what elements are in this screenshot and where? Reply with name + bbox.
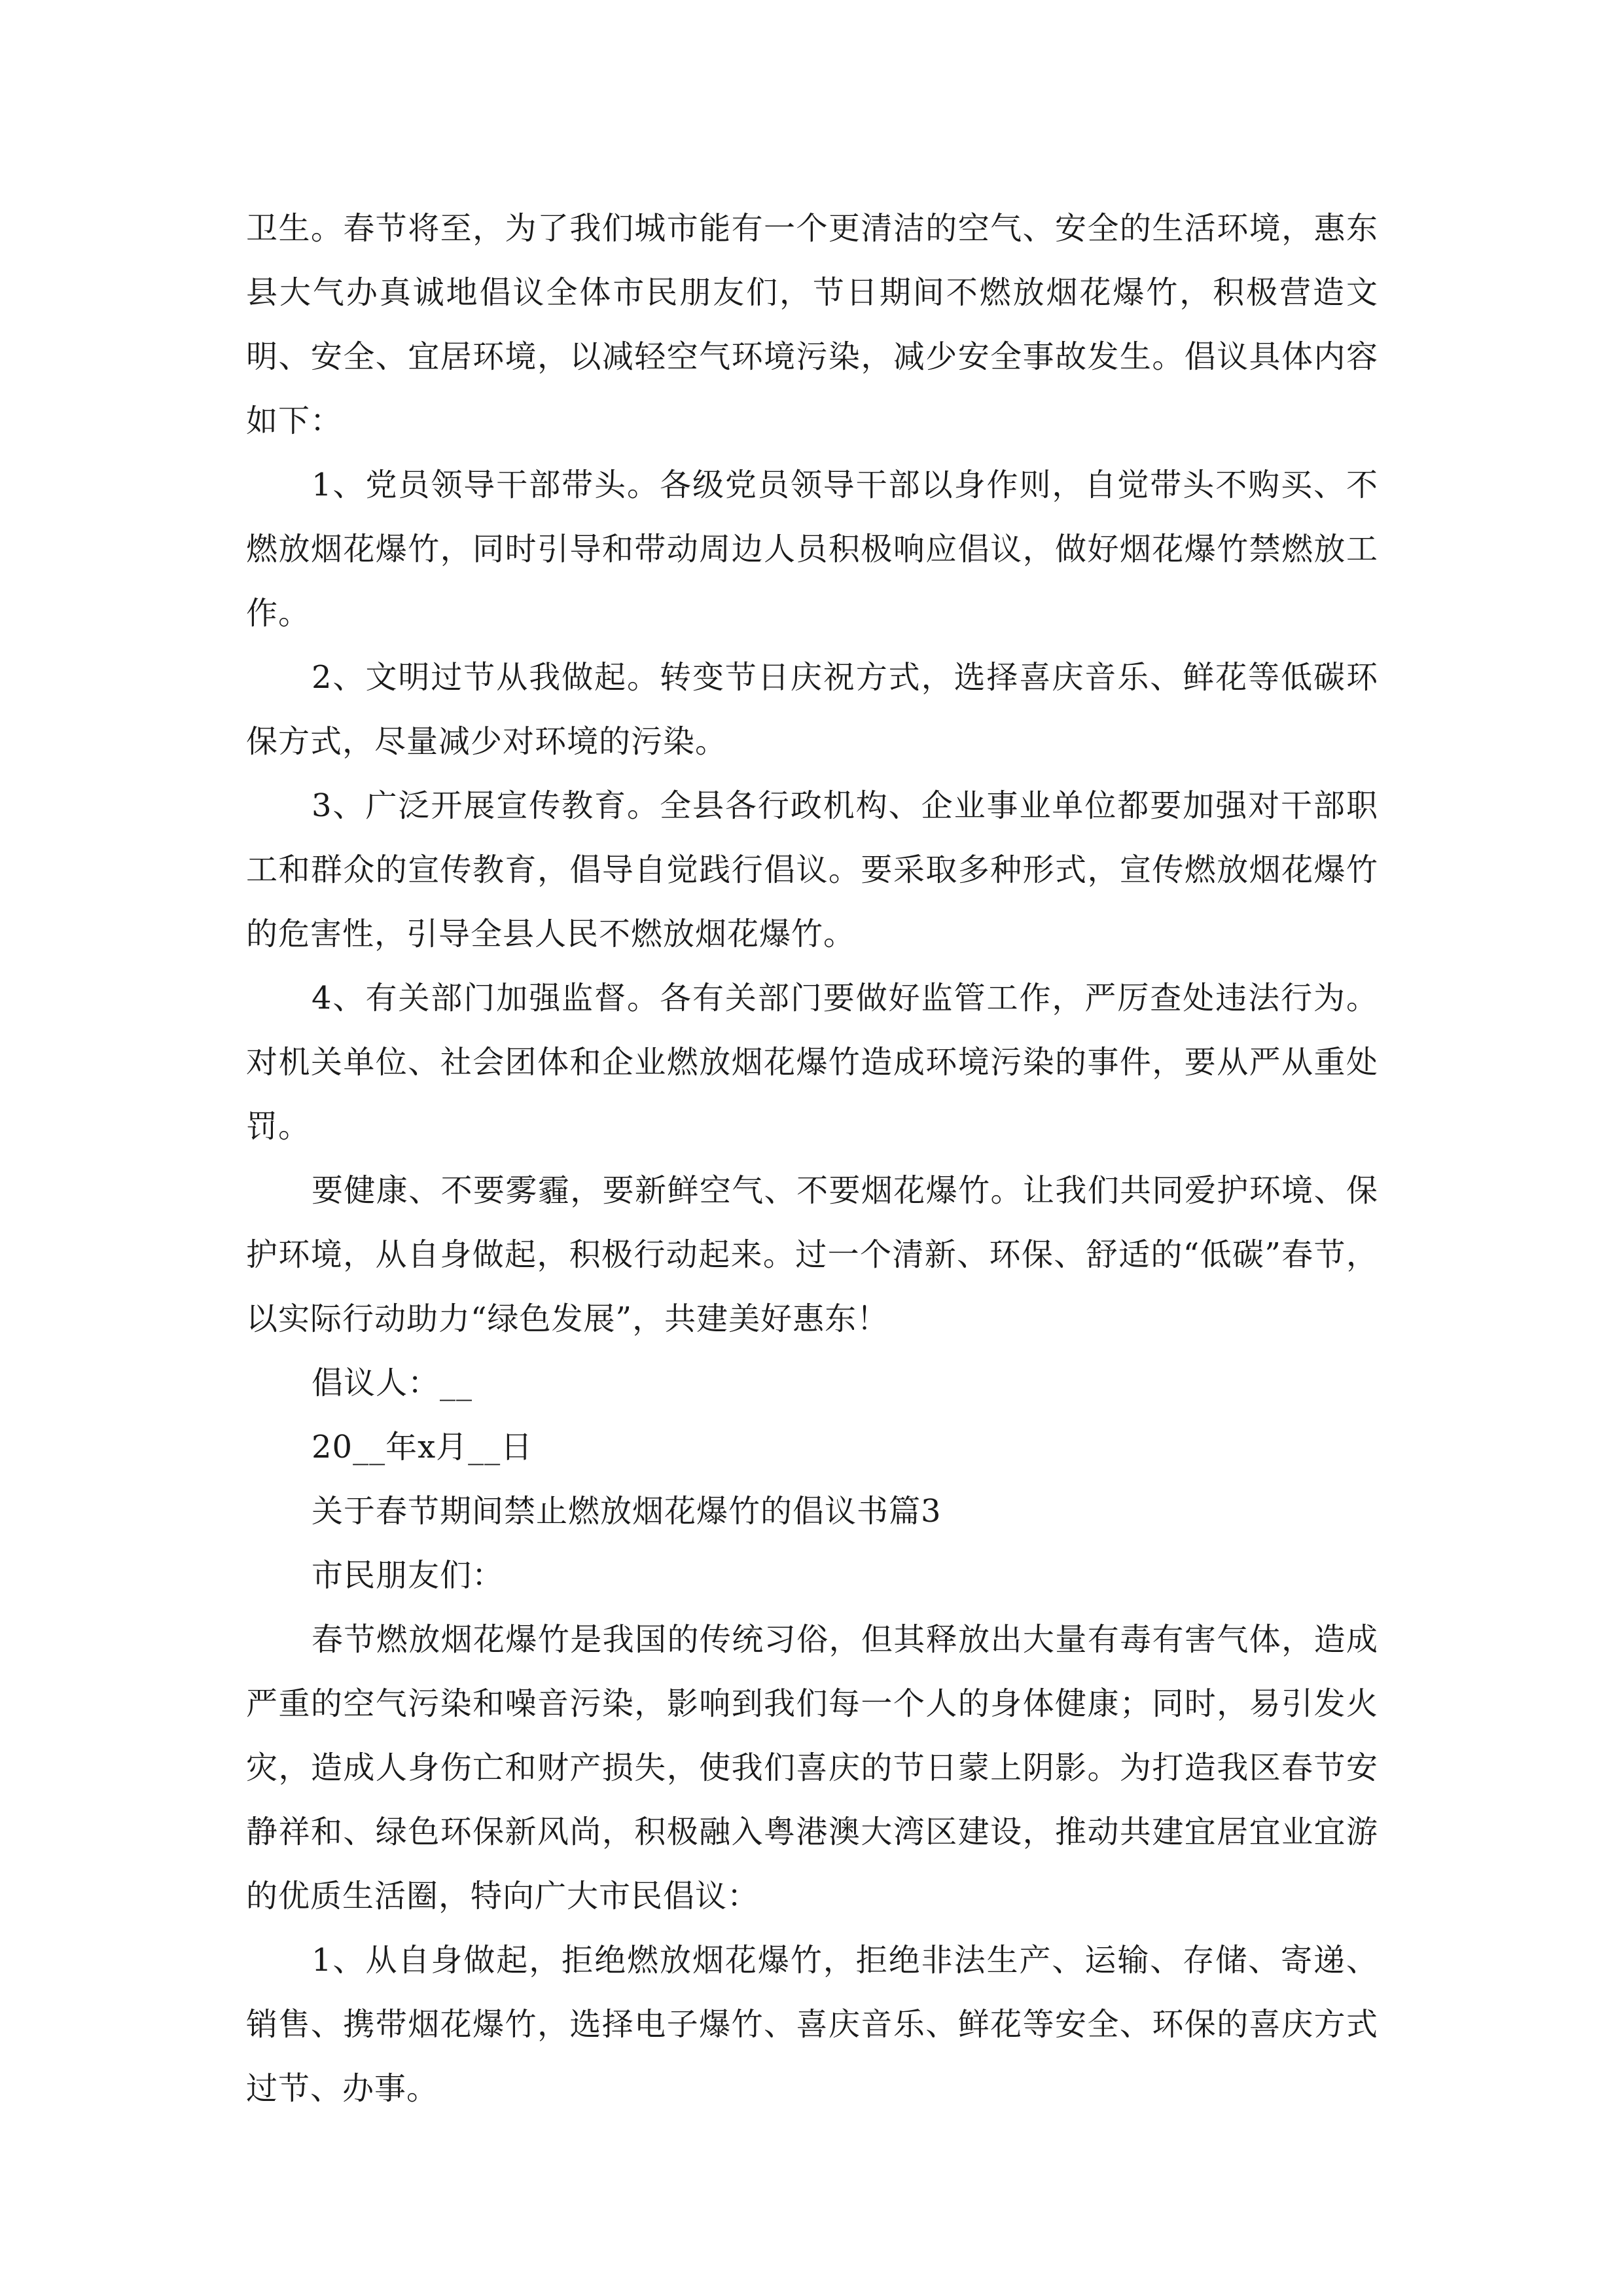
paragraph-item-4: 4、有关部门加强监督。各有关部门要做好监管工作，严厉查处违法行为。对机关单位、社会团体和企业燃放烟花爆竹造成环境污染的事件，要从严从重处罚。 [246,980,1378,1145]
salutation: 市民朋友们： [312,1557,505,1594]
paragraph-item-2: 2、文明过节从我做起。转变节日庆祝方式，选择喜庆音乐、鲜花等低碳环保方式，尽量减少对环境的污染。 [246,659,1378,760]
document-body [246,196,1378,2121]
paragraph-item-3: 3、广泛开展宣传教育。全县各行政机构、企业事业单位都要加强对干部职工和群众的宣传教育，倡导自觉践行倡议。要采取多种形式，宣传燃放烟花爆竹的危害性，引导全县人民不燃放烟花爆竹。 [246,787,1378,952]
date-line: 20__年x月__日 [312,1429,533,1465]
section-title: 关于春节期间禁止燃放烟花爆竹的倡议书篇3 [312,1493,942,1530]
paragraph-item-1-section3: 1、从自身做起，拒绝燃放烟花爆竹，拒绝非法生产、运输、存储、寄递、销售、携带烟花爆竹，选择电子爆竹、喜庆音乐、鲜花等安全、环保的喜庆方式过节、办事。 [246,1942,1378,2107]
paragraph-closing: 要健康、不要雾霾，要新鲜空气、不要烟花爆竹。让我们共同爱护环境、保护环境，从自身做起，积极行动起来。过一个清新、环保、舒适的“低碳”春节，以实际行动助力“绿色发展”，共建美好惠东！ [246,1172,1378,1337]
signature-line: 倡议人：__ [312,1365,473,1401]
paragraph-continuation: 卫生。春节将至，为了我们城市能有一个更清洁的空气、安全的生活环境，惠东县大气办真诚地倡议全体市民朋友们，节日期间不燃放烟花爆竹，积极营造文明、安全、宜居环境，以减轻空气环境污染，减少安全事故发生。倡议具体内容如下： [246,210,1378,439]
paragraph-intro: 春节燃放烟花爆竹是我国的传统习俗，但其释放出大量有毒有害气体，造成严重的空气污染和噪音污染，影响到我们每一个人的身体健康；同时，易引发火灾，造成人身伤亡和财产损失，使我们喜庆的节日蒙上阴影。为打造我区春节安静祥和、绿色环保新风尚，积极融入粤港澳大湾区建设，推动共建宜居宜业宜游的优质生活圈，特向广大市民倡议： [246,1621,1378,1914]
paragraph-item-1: 1、党员领导干部带头。各级党员领导干部以身作则，自觉带头不购买、不燃放烟花爆竹，同时引导和带动周边人员积极响应倡议，做好烟花爆竹禁燃放工作。 [246,467,1378,632]
